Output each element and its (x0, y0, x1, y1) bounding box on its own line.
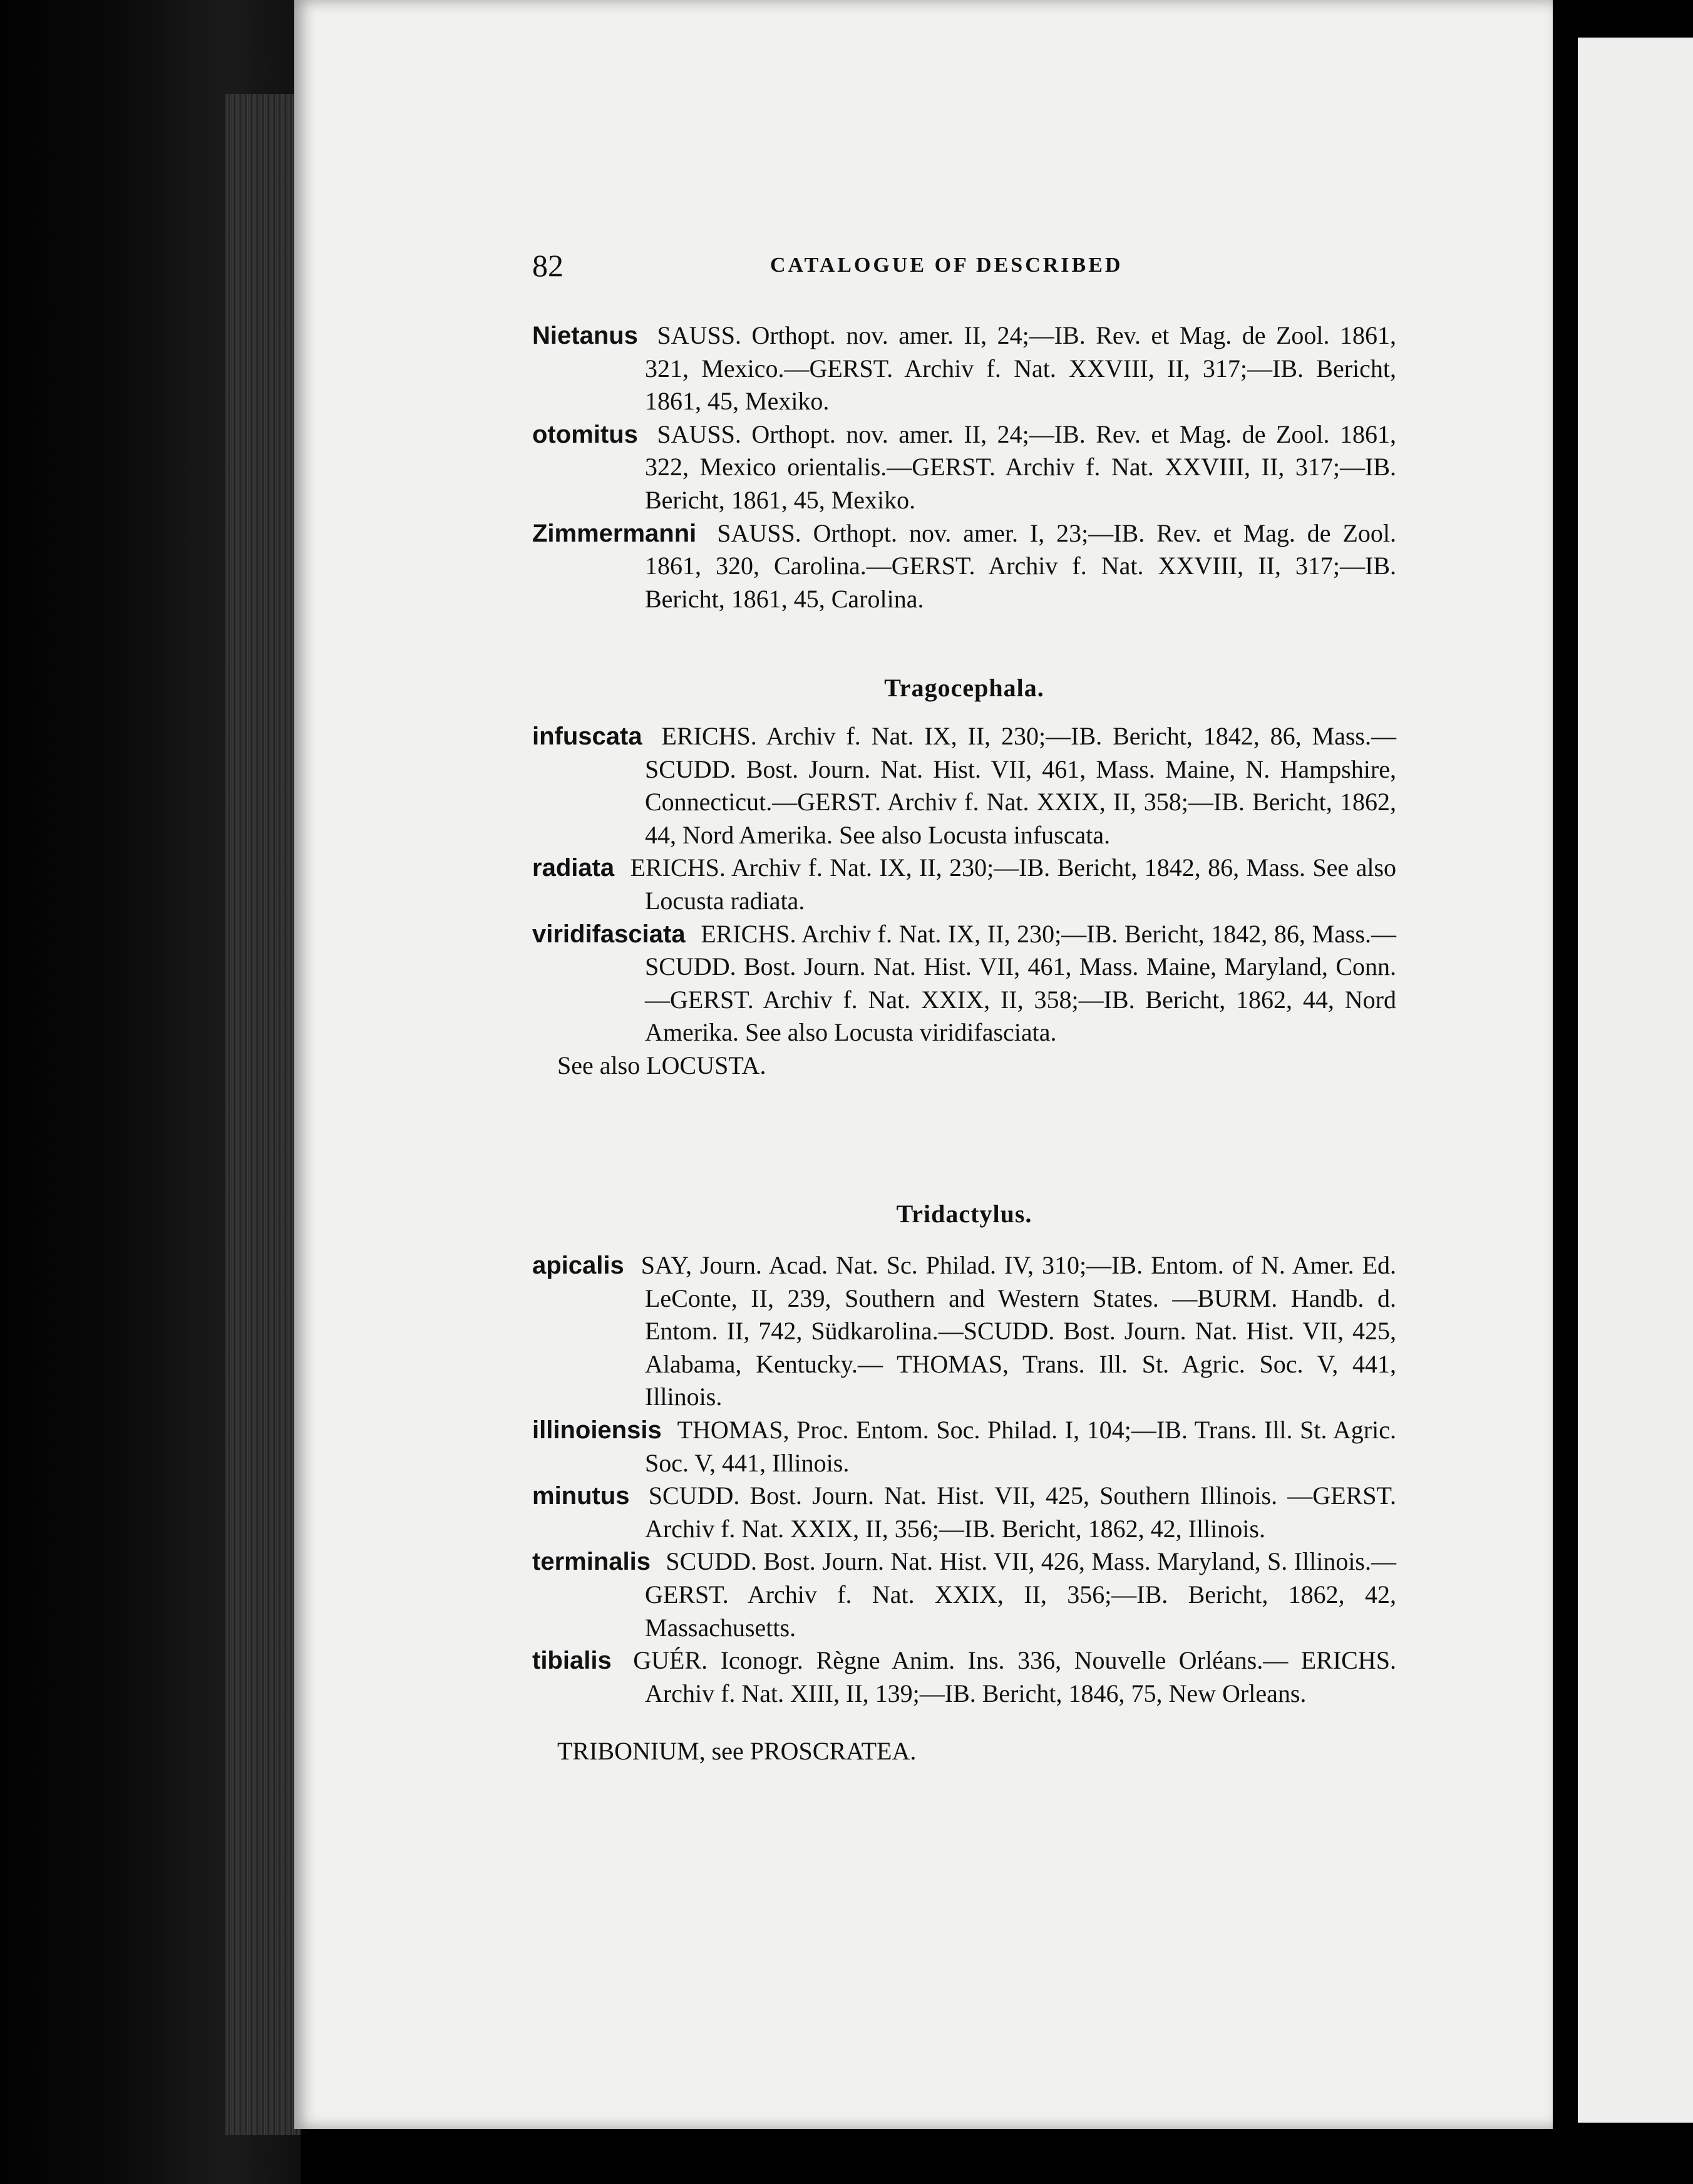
species-name: radiata (532, 854, 615, 882)
species-name: viridifasciata (532, 920, 686, 948)
entry-citation: SAY, Journ. Acad. Nat. Sc. Philad. IV, 310;—IB. Entom. of N. Amer. Ed. LeConte, II, 239, Southern and Western States. —BURM. Handb. d. Entom. II, 742, Südkarolina.—SCUDD. Bost. Journ. Nat. Hist. VII, 425, Alabama, Kentucky.— THOMAS, Trans. Ill. St. Agric. Soc. V, 441, Illinois. (641, 1251, 1397, 1411)
entry-citation: SCUDD. Bost. Journ. Nat. Hist. VII, 425, Southern Illinois. —GERST. Archiv f. Nat. XXIX, II, 356;—IB. Bericht, 1862, 42, Illinois. (645, 1481, 1397, 1543)
section-tridactylus (532, 1249, 1396, 1768)
next-page-edge (1578, 38, 1693, 2123)
species-name: illinoiensis (532, 1416, 662, 1444)
cross-reference: TRIBONIUM, see PROSCRATEA. (557, 1737, 917, 1766)
species-name: infuscata (532, 723, 642, 750)
entry-citation: ERICHS. Archiv f. Nat. IX, II, 230;—IB. Bericht, 1842, 86, Mass.—SCUDD. Bost. Journ. Nat. Hist. VII, 461, Mass. Maine, Maryland, Conn.—GERST. Archiv f. Nat. XXIX, II, 358;—IB. Bericht, 1862, 44, Nord Amerika. See also Locusta viridifasciata. (645, 919, 1397, 1047)
species-name: terminalis (532, 1548, 651, 1576)
species-name: Nietanus (532, 322, 638, 349)
see-also-note: See also LOCUSTA. (557, 1051, 766, 1079)
catalogue-entry (532, 1480, 1396, 1545)
species-name: tibialis (532, 1647, 612, 1675)
entry-citation: ERICHS. Archiv f. Nat. IX, II, 230;—IB. Bericht, 1842, 86, Mass. See also Locusta radiata. (630, 853, 1397, 915)
species-name: otomitus (532, 420, 638, 448)
species-name: Zimmermanni (532, 519, 697, 547)
catalogue-entry (532, 517, 1396, 616)
page-number: 82 (532, 248, 563, 283)
entry-citation: SAUSS. Orthopt. nov. amer. I, 23;—IB. Rev. et Mag. de Zool. 1861, 320, Carolina.—GERST. Archiv f. Nat. XXVIII, II, 317;—IB. Bericht, 1861, 45, Carolina. (645, 518, 1397, 613)
entry-citation: SAUSS. Orthopt. nov. amer. II, 24;—IB. Rev. et Mag. de Zool. 1861, 321, Mexico.—GERST. Archiv f. Nat. XXVIII, II, 317;—IB. Bericht, 1861, 45, Mexiko. (645, 321, 1396, 416)
entry-citation: SCUDD. Bost. Journ. Nat. Hist. VII, 426, Mass. Maryland, S. Illinois.—GERST. Archiv f. Nat. XXIX, II, 356;—IB. Bericht, 1862, 42, Massachusetts. (645, 1547, 1396, 1642)
genus-heading-tragocephala: Tragocephala. (884, 674, 1044, 702)
catalogue-entry (532, 1249, 1396, 1414)
running-title: CATALOGUE OF DESCRIBED (770, 254, 1123, 277)
running-head (532, 247, 1409, 285)
entry-citation: ERICHS. Archiv f. Nat. IX, II, 230;—IB. Bericht, 1842, 86, Mass.—SCUDD. Bost. Journ. Nat. Hist. VII, 461, Mass. Maine, N. Hampshire, Connecticut.—GERST. Archiv f. Nat. XXIX, II, 358;—IB. Bericht, 1862, 44, Nord Amerika. See also Locusta infuscata. (645, 722, 1397, 849)
catalogue-entry (532, 1644, 1396, 1710)
species-name: minutus (532, 1482, 630, 1510)
species-name: apicalis (532, 1252, 624, 1279)
catalogue-entry (532, 852, 1396, 917)
page-stack-edge (225, 94, 301, 2135)
catalogue-entry (532, 418, 1396, 517)
section-continued (532, 319, 1396, 616)
catalogue-entry (532, 319, 1396, 418)
catalogue-entry (532, 918, 1396, 1049)
entry-citation: SAUSS. Orthopt. nov. amer. II, 24;—IB. Rev. et Mag. de Zool. 1861, 322, Mexico orientalis.—GERST. Archiv f. Nat. XXVIII, II, 317;—IB. Bericht, 1861, 45, Mexiko. (645, 420, 1396, 514)
entry-citation: THOMAS, Proc. Entom. Soc. Philad. I, 104;—IB. Trans. Ill. St. Agric. Soc. V, 441, Illinois. (645, 1415, 1396, 1477)
catalogue-entry (532, 1545, 1396, 1644)
section-tragocephala (532, 720, 1396, 1083)
entry-citation: GUÉR. Iconogr. Règne Anim. Ins. 336, Nouvelle Orléans.— ERICHS. Archiv f. Nat. XIII, II, 139;—IB. Bericht, 1846, 75, New Orleans. (633, 1646, 1396, 1708)
genus-heading-tridactylus: Tridactylus. (896, 1200, 1032, 1228)
catalogue-entry (532, 720, 1396, 852)
catalogue-entry (532, 1414, 1396, 1480)
